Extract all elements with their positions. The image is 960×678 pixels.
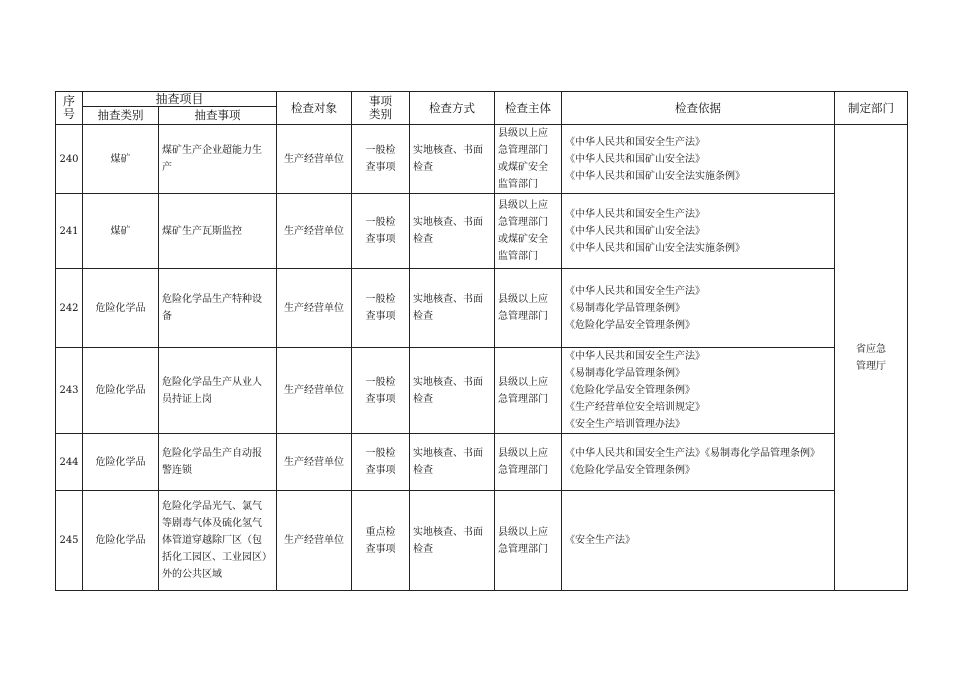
header-seq: 序 号	[56, 92, 83, 125]
row-number: 245	[56, 491, 83, 591]
row-number: 242	[56, 269, 83, 348]
row-type: 一般检 查事项	[352, 434, 410, 491]
header-type: 事项 类别	[352, 92, 410, 125]
row-basis: 《中华人民共和国安全生产法》《易制毒化学品管理条例》 《危险化学品安全管理条例》	[562, 434, 835, 491]
row-type: 一般检 查事项	[352, 348, 410, 434]
table-row	[56, 434, 908, 491]
table-row	[56, 269, 908, 348]
row-item: 危险化学品生产自动报 警连锁	[159, 434, 277, 491]
header-dept: 制定部门	[835, 92, 908, 125]
row-number: 241	[56, 194, 83, 269]
inspection-table	[55, 91, 908, 591]
row-method: 实地核查、书面 检查	[410, 269, 495, 348]
header-category: 抽查类别	[83, 107, 159, 125]
row-subject: 县级以上应 急管理部门 或煤矿安全 监管部门	[495, 125, 562, 194]
header-method: 检查方式	[410, 92, 495, 125]
row-target: 生产经营单位	[277, 491, 352, 591]
header-project: 抽查项目	[83, 92, 277, 107]
row-method: 实地核查、书面 检查	[410, 491, 495, 591]
table-row	[56, 125, 908, 194]
row-category: 危险化学品	[83, 491, 159, 591]
row-subject: 县级以上应 急管理部门	[495, 348, 562, 434]
row-type: 重点检 查事项	[352, 491, 410, 591]
row-subject: 县级以上应 急管理部门 或煤矿安全 监管部门	[495, 194, 562, 269]
header-item: 抽查事项	[159, 107, 277, 125]
row-item: 危险化学品光气、氯气 等剧毒气体及硫化氢气 体管道穿越除厂区（包 括化工园区、工业园区） 外的公共区域	[159, 491, 277, 591]
row-number: 243	[56, 348, 83, 434]
row-number: 244	[56, 434, 83, 491]
header-row-1	[56, 92, 908, 107]
table-row	[56, 194, 908, 269]
row-type: 一般检 查事项	[352, 125, 410, 194]
row-target: 生产经营单位	[277, 269, 352, 348]
row-subject: 县级以上应 急管理部门	[495, 269, 562, 348]
table-row	[56, 348, 908, 434]
row-basis: 《中华人民共和国安全生产法》 《易制毒化学品管理条例》 《危险化学品安全管理条例》 《生产经营单位安全培训规定》 《安全生产培训管理办法》	[562, 348, 835, 434]
table-row	[56, 491, 908, 591]
row-target: 生产经营单位	[277, 434, 352, 491]
row-number: 240	[56, 125, 83, 194]
row-type: 一般检 查事项	[352, 194, 410, 269]
row-item: 危险化学品生产从业人 员持证上岗	[159, 348, 277, 434]
row-method: 实地核查、书面 检查	[410, 194, 495, 269]
row-subject: 县级以上应 急管理部门	[495, 491, 562, 591]
row-target: 生产经营单位	[277, 348, 352, 434]
row-category: 危险化学品	[83, 348, 159, 434]
row-method: 实地核查、书面 检查	[410, 348, 495, 434]
row-category: 危险化学品	[83, 434, 159, 491]
header-target: 检查对象	[277, 92, 352, 125]
row-basis: 《中华人民共和国安全生产法》 《中华人民共和国矿山安全法》 《中华人民共和国矿山安全法实施条例》	[562, 194, 835, 269]
row-basis: 《安全生产法》	[562, 491, 835, 591]
row-subject: 县级以上应 急管理部门	[495, 434, 562, 491]
row-item: 煤矿生产瓦斯监控	[159, 194, 277, 269]
row-item: 危险化学品生产特种设 备	[159, 269, 277, 348]
row-basis: 《中华人民共和国安全生产法》 《易制毒化学品管理条例》 《危险化学品安全管理条例》	[562, 269, 835, 348]
row-target: 生产经营单位	[277, 194, 352, 269]
row-category: 煤矿	[83, 194, 159, 269]
row-category: 煤矿	[83, 125, 159, 194]
header-subject: 检查主体	[495, 92, 562, 125]
row-target: 生产经营单位	[277, 125, 352, 194]
row-method: 实地核查、书面 检查	[410, 434, 495, 491]
row-category: 危险化学品	[83, 269, 159, 348]
row-item: 煤矿生产企业超能力生 产	[159, 125, 277, 194]
row-type: 一般检 查事项	[352, 269, 410, 348]
row-basis: 《中华人民共和国安全生产法》 《中华人民共和国矿山安全法》 《中华人民共和国矿山安全法实施条例》	[562, 125, 835, 194]
header-basis: 检查依据	[562, 92, 835, 125]
dept-cell: 省应急 管理厅	[835, 125, 908, 591]
row-method: 实地核查、书面 检查	[410, 125, 495, 194]
table-body	[56, 125, 908, 591]
